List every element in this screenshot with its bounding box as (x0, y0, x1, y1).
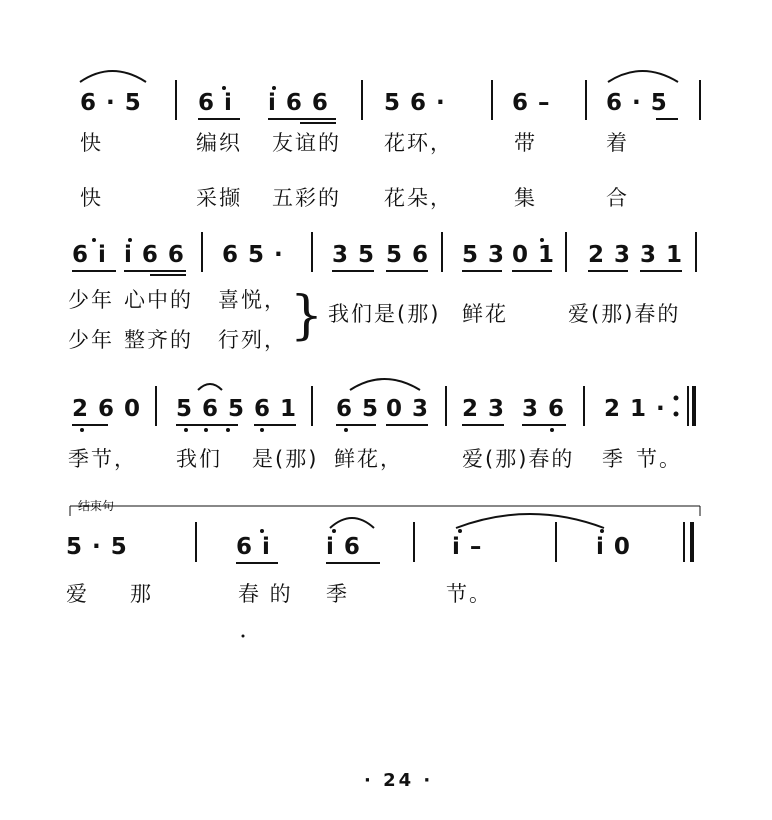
lyric: 快 (80, 131, 103, 155)
lyric: 节。 (446, 582, 492, 606)
note-group: 0 1 (512, 242, 556, 268)
note-group: 3 5 (332, 242, 376, 268)
lyric: 采撷 (196, 186, 242, 210)
note-group: 6 – (512, 90, 551, 116)
lyric: 我们是(那) (328, 302, 441, 326)
lyric: 少年 (68, 288, 114, 312)
tie-arc (80, 71, 146, 82)
lyric-brace: } (290, 286, 324, 346)
lyric: 花朵， (384, 186, 453, 210)
note-group: i 6 (326, 534, 361, 560)
note-group: i – (452, 534, 483, 560)
lyric: 少年 (68, 328, 114, 352)
lyric: 花环， (384, 131, 453, 155)
note-group: 2 3 (588, 242, 632, 268)
lyric: 春 的 (238, 582, 293, 606)
lyric: 集 (514, 186, 537, 210)
note-group: 5 · 5 (66, 534, 128, 560)
note-group: 0 (124, 396, 142, 422)
lyric: 快 (80, 186, 103, 210)
note-group: i 0 (596, 534, 631, 560)
lyric: 季 (602, 447, 625, 471)
tie-arc (456, 514, 604, 528)
note-group: 0 3 (386, 396, 430, 422)
lyric: 带 (514, 131, 537, 155)
note-group: 6 1 (254, 396, 298, 422)
lyric: 季节， (68, 447, 137, 471)
page-number: · 24 · (364, 770, 434, 791)
lyric: 友谊的 (272, 131, 341, 155)
lyric: 心中的 (124, 288, 193, 312)
lyric: 编织 (196, 131, 242, 155)
note-group: 2 3 (462, 396, 506, 422)
lyric: 爱(那)春的 (462, 447, 575, 471)
note-group: 3 1 (640, 242, 684, 268)
tie-arc (608, 71, 678, 82)
note-group: 6 i (72, 242, 107, 268)
note-group: 3 6 (522, 396, 566, 422)
tie-arc (198, 384, 222, 390)
note-group: 6 · 5 (606, 90, 668, 116)
lyric: 那 (130, 582, 153, 606)
note-group: i 6 6 (124, 242, 185, 268)
lyric: 喜悦， (218, 288, 287, 312)
note-group: 5 6 (386, 242, 430, 268)
lyric: 五彩的 (272, 186, 341, 210)
lyric: 行列， (218, 328, 287, 352)
section-label: 结束句 (78, 499, 115, 513)
lyric: 爱(那)春的 (568, 302, 681, 326)
lyric: 爱 (66, 582, 89, 606)
tie-arc (330, 518, 374, 528)
note-group: 6 · 5 (80, 90, 142, 116)
note-group: 5 6 5 (176, 396, 246, 422)
note-group: 6 5 (336, 396, 380, 422)
note-group: 5 3 (462, 242, 506, 268)
lyric: 节。 (636, 447, 682, 471)
note-group: 6 5 · (222, 242, 284, 268)
lyric: 合 (606, 186, 629, 210)
lyric: 是(那) (252, 447, 319, 471)
lyric: 鲜花 (462, 302, 508, 326)
note-group: 5 6 · (384, 90, 446, 116)
note-group: i 6 6 (268, 90, 329, 116)
tie-arc (350, 379, 420, 390)
lyric: 鲜花， (334, 447, 403, 471)
lyric: 季 (326, 582, 349, 606)
lyric: 我们 (176, 447, 222, 471)
note-group: 2 6 (72, 396, 116, 422)
lyric: 着 (606, 131, 629, 155)
lyric: 整齐的 (124, 328, 193, 352)
note-group: 6 i (198, 90, 233, 116)
note-group: 6 i (236, 534, 271, 560)
note-group: 2 1 · (604, 396, 666, 422)
